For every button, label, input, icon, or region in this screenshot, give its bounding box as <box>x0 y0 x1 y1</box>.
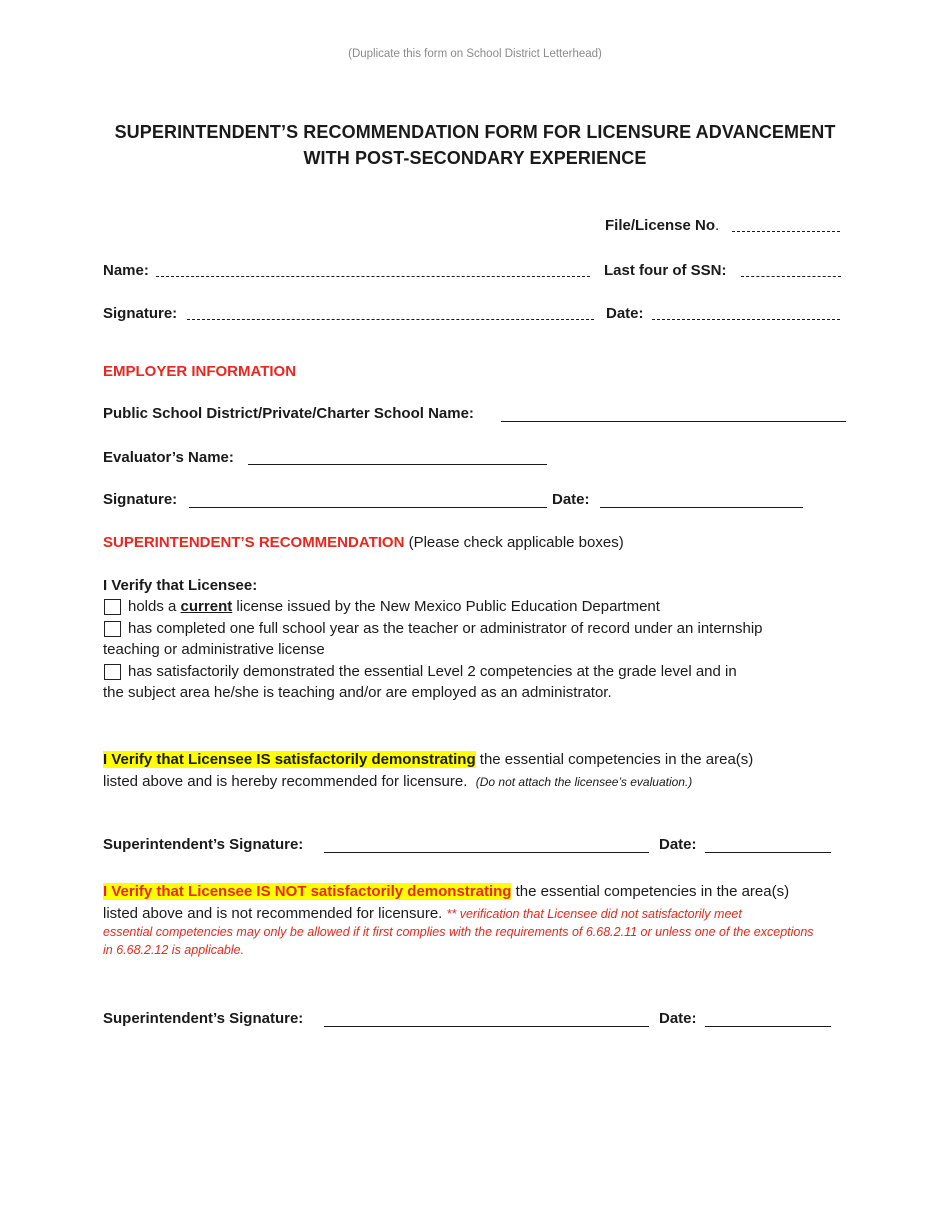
negative-verification-line2: listed above and is not recommended for licensure. ** verification that Licensee did not satisfactorily meet <box>103 905 742 922</box>
current-license-checkbox[interactable] <box>104 599 121 615</box>
positive-superintendent-signature-label: Superintendent’s Signature: <box>103 836 304 853</box>
file-license-label: File/License No. <box>605 217 720 234</box>
name-label: Name: <box>103 262 149 279</box>
name-field[interactable] <box>156 276 590 277</box>
level2-competencies-checkbox[interactable] <box>104 664 121 680</box>
full-school-year-checkbox[interactable] <box>104 621 121 637</box>
ssn-label: Last four of SSN: <box>604 262 727 279</box>
employer-date-field[interactable] <box>600 507 803 508</box>
licensee-signature-field[interactable] <box>187 319 594 320</box>
positive-superintendent-signature-field[interactable] <box>324 852 649 853</box>
positive-verification-line2: listed above and is hereby recommended for licensure. (Do not attach the licensee’s evaluation.) <box>103 773 693 790</box>
employer-date-label: Date: <box>552 491 590 508</box>
ssn-field[interactable] <box>741 276 841 277</box>
evaluator-name-label: Evaluator’s Name: <box>103 449 234 466</box>
level2-competencies-text-line1: has satisfactorily demonstrated the essential Level 2 competencies at the grade level and in <box>128 663 737 680</box>
positive-date-field[interactable] <box>705 852 831 853</box>
current-license-text: holds a current license issued by the New Mexico Public Education Department <box>128 598 660 615</box>
employer-signature-label: Signature: <box>103 491 178 508</box>
file-license-field[interactable] <box>732 231 840 232</box>
level2-competencies-text-line2: the subject area he/she is teaching and/or are employed as an administrator. <box>103 684 612 701</box>
licensee-signature-label: Signature: <box>103 305 178 322</box>
exception-note-part3: in 6.68.2.12 is applicable. <box>103 943 245 957</box>
recommendation-heading: SUPERINTENDENT’S RECOMMENDATION (Please check applicable boxes) <box>103 534 624 551</box>
form-title-line2: WITH POST-SECONDARY EXPERIENCE <box>303 148 647 168</box>
letterhead-note: (Duplicate this form on School District Letterhead) <box>348 48 602 60</box>
verify-licensee-label: I Verify that Licensee: <box>103 577 258 594</box>
evaluator-name-field[interactable] <box>248 464 547 465</box>
positive-verification-highlight: I Verify that Licensee IS satisfactorily demonstrating <box>103 751 476 768</box>
school-name-field[interactable] <box>501 421 846 422</box>
school-name-label: Public School District/Private/Charter School Name: <box>103 405 474 422</box>
form-title-line1: SUPERINTENDENT’S RECOMMENDATION FORM FOR LICENSURE ADVANCEMENT <box>114 122 836 142</box>
evaluation-note: (Do not attach the licensee’s evaluation.) <box>475 775 693 789</box>
exception-note-part2: essential competencies may only be allowed if it first complies with the requirements of 6.68.2.11 or unless one of the exceptions <box>103 925 814 939</box>
negative-superintendent-signature-field[interactable] <box>324 1026 649 1027</box>
negative-verification-highlight: I Verify that Licensee IS NOT satisfactorily demonstrating <box>103 883 512 900</box>
employer-signature-field[interactable] <box>189 507 547 508</box>
positive-verification-line1: I Verify that Licensee IS satisfactorily demonstrating the essential competencies in the area(s) <box>103 751 754 768</box>
negative-superintendent-signature-label: Superintendent’s Signature: <box>103 1010 304 1027</box>
employer-heading: EMPLOYER INFORMATION <box>103 363 297 380</box>
negative-verification-line1: I Verify that Licensee IS NOT satisfactorily demonstrating the essential competencies in the area(s) <box>103 883 790 900</box>
full-school-year-text-line2: teaching or administrative license <box>103 641 325 658</box>
full-school-year-text-line1: has completed one full school year as the teacher or administrator of record under an internship <box>128 620 763 637</box>
negative-date-label: Date: <box>659 1010 697 1027</box>
licensee-date-field[interactable] <box>652 319 840 320</box>
exception-note-part1: ** verification that Licensee did not satisfactorily meet <box>446 907 742 921</box>
licensee-date-label: Date: <box>606 305 644 322</box>
positive-date-label: Date: <box>659 836 697 853</box>
negative-date-field[interactable] <box>705 1026 831 1027</box>
